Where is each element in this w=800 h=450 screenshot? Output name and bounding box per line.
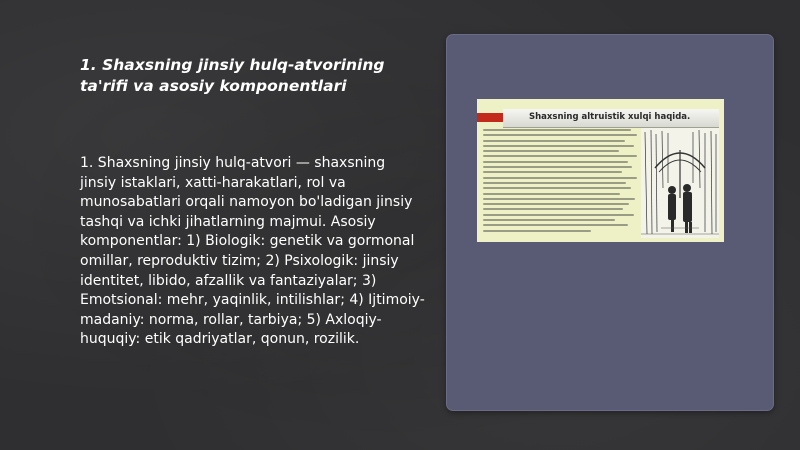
text-block-lines	[483, 129, 637, 237]
ink-illustration-image	[641, 128, 719, 238]
slide-title: 1. Shaxsning jinsiy hulq-atvorining ta'rifi va asosiy komponentlari	[80, 56, 385, 95]
slide-body-text: 1. Shaxsning jinsiy hulq-atvori — shaxsning jinsiy istaklari, xatti-harakatlari, rol va munosabatlari orqali namoyon bo'ladigan jinsiy tashqi va ichki jihatlarning majmui. Asosiy komponentlar: 1) Biologik: genetik va gormonal omillar, reproduktiv tizim; 2) Psixologik: jinsiy identitet, libido, afzallik va fantaziyalar; 3) Emotsional: mehr, yaqinlik, intilishlar; 4) Ijtimoiy-madaniy: norma, rollar, tarbiya; 5) Axloqiy-huquqiy: etik qadriyatlar, qonun, rozilik.	[80, 155, 425, 348]
figure-heading: Shaxsning altruistik xulqi haqida.	[529, 112, 691, 122]
textbook-page-image	[477, 99, 724, 242]
